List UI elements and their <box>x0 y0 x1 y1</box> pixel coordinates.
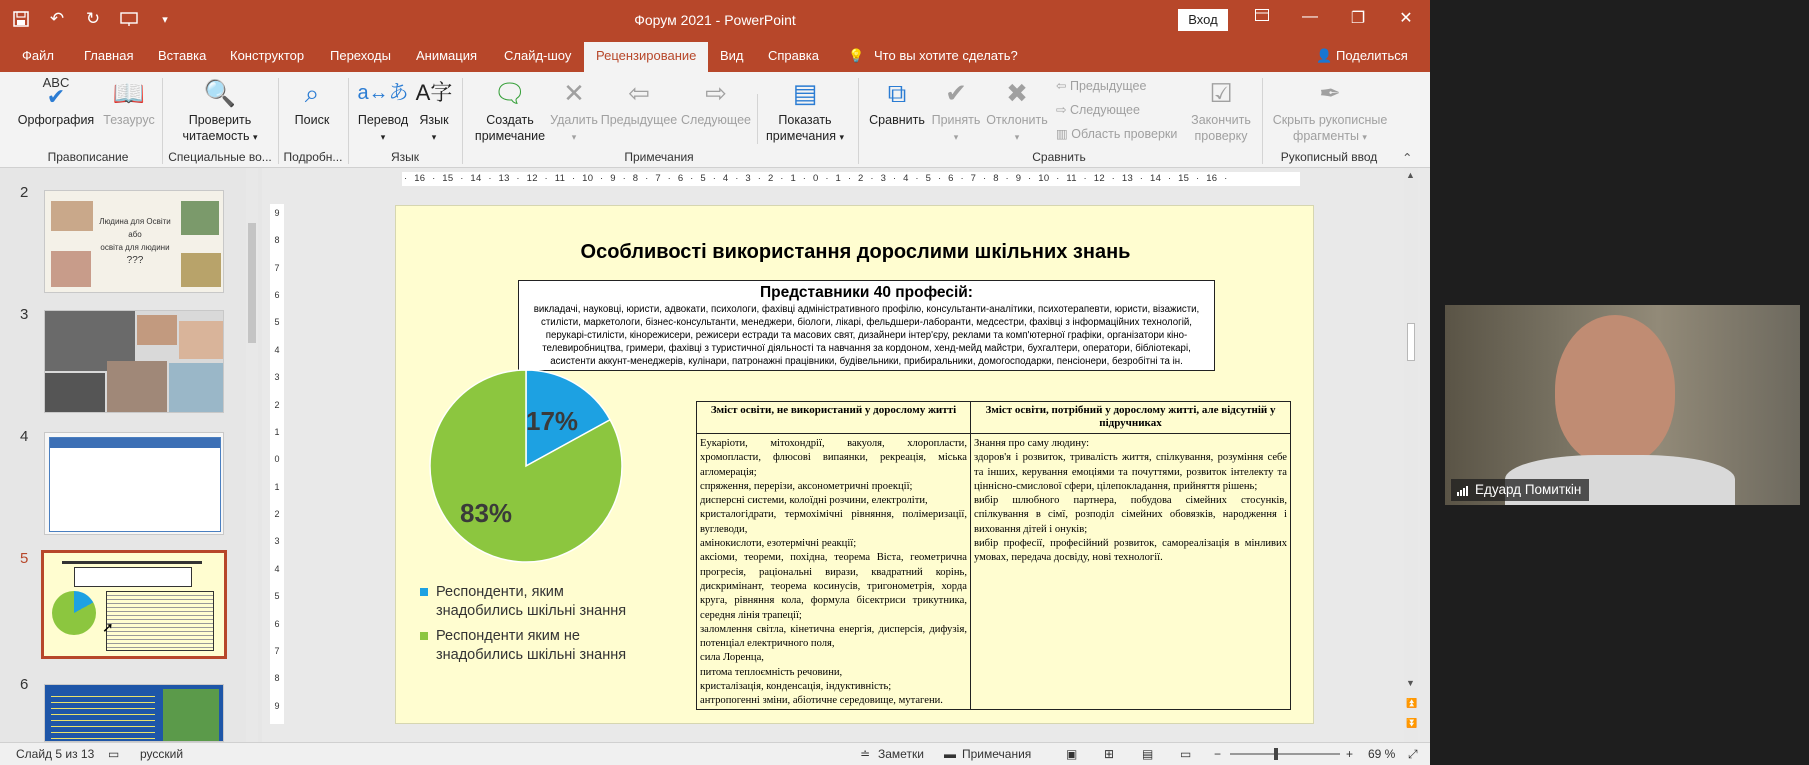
slide-number: 3 <box>20 306 29 323</box>
cell-line: Знання про саму людину: <box>974 438 1090 449</box>
next-change-label: Следующее <box>1069 103 1140 117</box>
accessibility-label-1: Проверить <box>188 113 252 127</box>
delete-comment-button[interactable] <box>548 76 600 145</box>
translate-icon: a↔あ <box>357 82 409 104</box>
tab-view[interactable]: Вид <box>720 48 744 63</box>
tab-review[interactable]: Рецензирование <box>584 42 708 72</box>
ruler-tick: 2 <box>274 509 280 520</box>
ruler-tick: 5 <box>274 591 280 602</box>
slide-editor <box>262 168 1430 742</box>
group-insights: Подробн... <box>283 150 343 164</box>
smart-lookup-button[interactable] <box>286 76 338 128</box>
thumbnail-pie <box>52 591 96 635</box>
legend-swatch-green <box>420 632 428 640</box>
cell-line: сила Лоренца, <box>700 652 764 664</box>
end-review-label-1: Закончить <box>1191 113 1251 127</box>
slide-counter: Слайд 5 из 13 <box>16 747 95 761</box>
vertical-ruler <box>270 204 284 724</box>
participant-name: Едуард Помиткін <box>1475 482 1582 497</box>
next-comment-icon: ⇨ <box>705 78 727 108</box>
language-icon: A字 <box>415 80 453 105</box>
previous-change-icon: ⇦ <box>1056 79 1070 93</box>
dropdown-arrow-icon: ▾ <box>953 132 959 142</box>
tab-transitions[interactable]: Переходы <box>330 48 391 63</box>
group-separator <box>1262 78 1263 164</box>
thumbnail-title <box>62 561 202 564</box>
sign-in-button[interactable]: Вход <box>1178 9 1228 31</box>
professions-heading: Представники 40 професій: <box>760 284 973 301</box>
cell-line: дисперсні системи, колоїдні розчини, електроліти, <box>700 495 928 507</box>
status-bar <box>0 742 1430 765</box>
current-slide[interactable] <box>395 205 1314 724</box>
table-cell-needed-content <box>971 434 1291 710</box>
ruler-tick: 5 <box>274 317 280 328</box>
cell-line: здоров'я і розвиток, тривалість життя, спілкування, розуміння себе та інших, керування емоціями та почуттями, розвиток інтелекту та ціннісно-смислової сфери, цілепокладання, прийняття рішень; <box>974 452 1287 492</box>
scrollbar-thumb[interactable] <box>248 223 256 343</box>
ribbon-display-icon[interactable] <box>1238 8 1286 28</box>
hide-ink-label-1: Скрыть рукописные <box>1272 113 1388 127</box>
legend-label: Респонденти, яким знадобились шкільні знання <box>436 584 627 619</box>
tab-home[interactable]: Главная <box>84 48 134 63</box>
thesaurus-button[interactable] <box>98 76 160 128</box>
hide-ink-button[interactable] <box>1268 76 1392 145</box>
new-comment-icon: 🗨 <box>493 78 527 108</box>
thumbnail-box <box>74 567 192 587</box>
cell-line: вибір професії, професійний розвиток, самореалізація в мінливих умовах, передача досвіду, нові технології. <box>974 538 1287 564</box>
spelling-label: Орфография <box>17 113 95 127</box>
show-comments-label-2: примечания <box>766 129 836 143</box>
cell-line: кристалізація, конденсація, індуктивність; <box>700 681 892 693</box>
redo-icon[interactable]: ↻ <box>85 9 101 28</box>
thumbnail-table <box>106 591 214 651</box>
compare-icon: ⧉ <box>887 78 907 108</box>
accept-icon: ✔ <box>945 78 967 108</box>
language-status[interactable]: русский <box>140 747 184 761</box>
video-call-tile <box>1445 305 1800 505</box>
collapse-ribbon-icon[interactable]: ⌃ <box>1402 151 1413 165</box>
comments-icon: ▬ <box>944 747 956 761</box>
group-separator <box>348 78 349 164</box>
cell-line: кристалогідрати, термохімічні рівняння, полімеризації, вуглеводи, <box>700 509 967 535</box>
ruler-tick: 6 <box>274 290 280 301</box>
group-separator <box>162 78 163 164</box>
dropdown-arrow-icon: ▾ <box>252 132 258 142</box>
normal-view-icon[interactable]: ▣ <box>1066 747 1078 761</box>
end-review-button[interactable] <box>1186 76 1256 144</box>
group-language: Язык <box>390 150 420 164</box>
reading-view-icon[interactable]: ▤ <box>1142 747 1154 761</box>
accessibility-check-icon: 🔍 <box>203 78 237 108</box>
zoom-level[interactable]: 69 % <box>1368 747 1396 761</box>
ruler-tick: 4 <box>274 344 280 355</box>
ruler-tick: 1 <box>274 481 280 492</box>
end-review-label-2: проверку <box>1194 129 1248 143</box>
compare-label: Сравнить <box>869 113 925 127</box>
thumbnail-image <box>179 321 223 359</box>
cell-line: антропогенні зміни, абіотичне середовище, мутагени. <box>700 695 943 707</box>
table-cell-unused-content <box>697 434 971 710</box>
legend-label: Респонденти яким не знадобились шкільні знання <box>436 628 627 663</box>
share-button[interactable]: Поделиться <box>1336 48 1408 63</box>
group-proofing: Правописание <box>47 150 129 164</box>
legend-item-used <box>420 583 650 621</box>
previous-slide-icon[interactable]: ⏫ <box>1406 698 1418 708</box>
next-label: Следующее <box>681 113 751 127</box>
slide-title[interactable]: Особливості використання дорослими шкільних знань <box>580 241 1131 263</box>
participant-face <box>1555 315 1675 465</box>
editor-scrollbar[interactable] <box>1404 168 1418 742</box>
ribbon <box>0 72 1430 168</box>
slide-thumbnail-6[interactable] <box>44 684 224 742</box>
cell-line: вибір шлюбного партнера, побудова сімейних стосунків, спілкування в сімї, розподіл сімейних обовязків, народження і виховання дітей і онуків; <box>974 495 1287 535</box>
spell-status-icon[interactable]: ▭ <box>108 747 120 761</box>
window-title: Форум 2021 - PowerPoint <box>634 12 796 28</box>
group-separator <box>278 78 279 164</box>
thumbnail-line: або <box>128 230 142 239</box>
tab-design[interactable]: Конструктор <box>230 48 305 63</box>
show-comments-icon: ▤ <box>792 78 818 108</box>
slide-number: 2 <box>20 184 29 201</box>
reject-button[interactable] <box>984 76 1050 145</box>
zoom-in-icon[interactable]: + <box>1346 747 1354 761</box>
slide-number: 4 <box>20 428 29 445</box>
ruler-tick: 1 <box>274 426 280 437</box>
slide-thumbnail-2[interactable] <box>44 190 224 293</box>
thumbnail-line: освіта для людини <box>100 243 170 252</box>
horizontal-ruler <box>402 172 1300 186</box>
group-separator <box>757 94 758 144</box>
group-separator <box>462 78 463 164</box>
hide-ink-label-2: фрагменты <box>1293 129 1359 143</box>
thumbnail-image <box>169 363 224 413</box>
accessibility-label-2: читаемость <box>182 129 250 143</box>
dropdown-arrow-icon: ▾ <box>839 132 844 142</box>
dropdown-arrow-icon: ▾ <box>1362 132 1367 142</box>
pie-label-17: 17% <box>526 406 579 436</box>
ruler-ticks: · 16 · 15 · 14 · 13 · 12 · 11 · 10 · 9 · 8 · 7 · 6 · 5 · 4 · 3 · 2 · 1 · 0 · 1 · 2 · 3 · 4 · 5 · 6 · 7 · 8 · 9 · 10 · 11 · 12 · 13 · 14 · 15 · 16 · <box>404 173 1228 184</box>
window-controls <box>1238 8 1430 28</box>
slide-thumbnail-5-selected[interactable] <box>41 550 227 659</box>
thumbnail-text-block <box>51 691 155 742</box>
comparison-table[interactable] <box>696 401 1291 710</box>
scrollbar-thumb[interactable] <box>1407 323 1415 361</box>
check-accessibility-button[interactable] <box>170 76 270 145</box>
thumbnail-image <box>137 315 177 345</box>
cell-line: амінокислоти, езотермічні реакції; <box>700 538 857 550</box>
new-comment-label-2: примечание <box>474 129 546 143</box>
person-icon: 👤 <box>1316 48 1333 63</box>
reject-label: Отклонить <box>986 113 1048 127</box>
close-icon[interactable]: ✕ <box>1399 10 1413 27</box>
compare-button[interactable] <box>866 76 928 128</box>
ruler-tick: 8 <box>274 235 280 246</box>
spelling-check-icon: ABC ✔ <box>42 75 70 109</box>
slideshow-icon[interactable]: ▭ <box>1180 747 1192 761</box>
end-review-icon: ☑ <box>1209 78 1233 108</box>
translate-button[interactable] <box>356 76 410 145</box>
group-ink: Рукописный ввод <box>1280 150 1378 164</box>
table-header: Зміст освіти, потрібний у дорослому житті, але відсутній у підручниках <box>971 402 1291 434</box>
reviewing-pane-button[interactable] <box>1056 126 1177 141</box>
ruler-tick: 4 <box>274 563 280 574</box>
spelling-button[interactable] <box>16 76 96 128</box>
cell-line: заломлення світла, кінетична енергія, дисперсія, дифузія, потенціал електричного поля, <box>700 623 967 650</box>
group-separator <box>858 78 859 164</box>
scroll-up-icon[interactable]: ▲ <box>1406 170 1415 180</box>
ruler-tick: 0 <box>274 454 280 465</box>
delete-comment-icon: ✕ <box>563 78 585 108</box>
ruler-tick: 9 <box>274 208 280 218</box>
ruler-tick: 7 <box>274 645 280 656</box>
reject-icon: ✖ <box>1006 78 1028 108</box>
comments-button[interactable]: Примечания <box>962 747 1032 761</box>
thumbnail-image <box>181 201 219 235</box>
next-change-button[interactable] <box>1056 102 1140 117</box>
dropdown-arrow-icon: ▾ <box>380 132 386 142</box>
legend-item-unused <box>420 627 650 665</box>
zoom-out-icon[interactable]: − <box>1214 747 1222 761</box>
next-slide-icon[interactable]: ⏬ <box>1406 718 1418 728</box>
participant-name-tag <box>1451 479 1589 501</box>
cell-line: Еукаріоти, мітохондрії, вакуоля, хлоропласти, хромопласти, флюсові випаянки, рекреація, міська агломерація; <box>700 438 967 478</box>
ruler-ticks <box>270 204 284 724</box>
tell-me-search[interactable]: Что вы хотите сделать? <box>874 48 1018 63</box>
ruler-tick: 9 <box>274 700 280 711</box>
group-comments: Примечания <box>624 150 694 164</box>
previous-label: Предыдущее <box>600 113 678 127</box>
reviewing-pane-label: Область проверки <box>1071 127 1178 141</box>
thumbnail-table <box>49 437 221 532</box>
slide-number: 6 <box>20 676 29 693</box>
previous-comment-button[interactable] <box>600 76 678 128</box>
table-row <box>697 434 1291 710</box>
ruler-tick: 3 <box>274 372 280 383</box>
cell-line: спряження, перерізи, аксонометричні проекції; <box>700 480 913 492</box>
thumbnail-image <box>107 361 167 413</box>
hide-ink-icon: ✒ <box>1319 78 1341 108</box>
slide-thumbnail-4[interactable] <box>44 432 224 535</box>
lightbulb-icon: 💡 <box>848 48 865 63</box>
minimize-icon[interactable]: — <box>1302 8 1318 25</box>
tab-help[interactable]: Справка <box>768 48 819 63</box>
customize-qat-icon[interactable]: ▾ <box>162 13 168 26</box>
language-label: Язык <box>419 113 449 127</box>
title-bar <box>0 0 1430 42</box>
fit-to-window-icon[interactable]: ⤢ <box>1408 747 1418 761</box>
new-comment-label-1: Создать <box>486 113 534 127</box>
delete-label: Удалить <box>550 113 598 127</box>
signal-bars-icon <box>1457 486 1469 496</box>
notes-button[interactable]: Заметки <box>878 747 924 761</box>
dropdown-arrow-icon: ▾ <box>1014 132 1020 142</box>
translate-label: Перевод <box>357 113 409 127</box>
slide-sorter-icon[interactable]: ⊞ <box>1104 747 1115 761</box>
group-accessibility: Специальные во... <box>168 150 272 164</box>
mouse-cursor-icon: ➚ <box>102 619 114 635</box>
tab-file[interactable]: Файл <box>22 48 54 63</box>
thumbnail-image <box>181 253 221 287</box>
ruler-tick: 8 <box>274 673 280 684</box>
new-comment-button[interactable] <box>468 76 552 144</box>
notes-icon: ≐ <box>860 747 871 761</box>
thumbnail-image <box>163 689 219 742</box>
language-button[interactable] <box>412 76 456 145</box>
next-change-icon: ⇨ <box>1056 103 1070 117</box>
thesaurus-label: Тезаурус <box>103 113 155 127</box>
cell-line: аксіоми, теореми, похідна, теорема Віста, геометрична прогресія, раціональні вирази, квадратний корінь, дискримінант, теорема косинусів, тригонометрія, хорда круга, рівняння кола, формула бісектриси трикутника, середня лінія трапеції; <box>700 552 967 621</box>
show-comments-label-1: Показать <box>778 113 832 127</box>
slide-number: 5 <box>20 550 29 567</box>
previous-change-button[interactable] <box>1056 78 1146 93</box>
restore-icon[interactable]: ❐ <box>1350 10 1366 27</box>
reviewing-pane-icon: ▥ <box>1056 127 1072 141</box>
ruler-tick: 2 <box>274 399 280 410</box>
zoom-slider[interactable] <box>1230 753 1340 755</box>
search-label: Поиск <box>294 113 330 127</box>
legend-swatch-blue <box>420 588 428 596</box>
thumbnail-text <box>85 215 185 267</box>
tab-animations[interactable]: Анимация <box>416 48 478 63</box>
scroll-down-icon[interactable]: ▼ <box>1406 678 1415 688</box>
previous-comment-icon: ⇦ <box>628 78 650 108</box>
tab-slideshow[interactable]: Слайд-шоу <box>504 48 572 63</box>
accept-button[interactable] <box>928 76 984 145</box>
slide-thumbnail-3[interactable] <box>44 310 224 413</box>
book-icon: 📖 <box>112 78 146 108</box>
thumbnail-line: ??? <box>126 255 144 266</box>
pie-chart[interactable] <box>426 366 626 566</box>
ruler-tick: 6 <box>274 618 280 629</box>
previous-change-label: Предыдущее <box>1069 79 1147 93</box>
thumbnail-line: Людина для Освіти <box>99 217 171 226</box>
slide-thumbnails-pane <box>0 168 262 742</box>
accept-label: Принять <box>931 113 981 127</box>
thumbnails-scrollbar[interactable] <box>246 168 258 742</box>
cell-line: питома теплоємність речовини, <box>700 666 843 678</box>
zoom-slider-thumb[interactable] <box>1274 748 1278 760</box>
ruler-tick: 3 <box>274 536 280 547</box>
ruler-tick: 7 <box>274 262 280 273</box>
next-comment-button[interactable] <box>680 76 752 128</box>
pie-label-83: 83% <box>460 498 513 528</box>
dropdown-arrow-icon: ▾ <box>571 132 577 142</box>
dropdown-arrow-icon: ▾ <box>431 132 437 142</box>
thumbnail-image <box>45 373 105 413</box>
professions-text: викладачі, науковці, юристи, адвокати, психологи, фахівці адміністративного профілю, консультанти-аналітики, психотерапевти, юристи, візажисти, стилісти, маркетологи, бізнес-консультанти, менеджери, біологи, лікарі, фельдшери-лаборанти, медсестри, фахівці з інформаційних технологій, перукарі-стилісти, кінорежисери, режисери естради та масових свят, дизайнери інтер'єру, реклами та комп'ютерної графіки, організатори кіно-телевиробництва, гримери, фахівці з туристичної діяльності та навчання за кордоном, хенд-мейд майстри, бухгалтери, оператори, бібліотекарі, асистенти аккунт-менеджерів, кулінари, патронажні працівники, будівельники, прибиральники, домогосподарки, пенсіонери, безробітні та ін. <box>533 304 1200 367</box>
table-header-row <box>697 402 1291 434</box>
search-icon: ⌕ <box>304 78 320 108</box>
undo-icon[interactable]: ↶ <box>49 9 65 28</box>
ribbon-tabs <box>0 42 1430 72</box>
professions-textbox[interactable] <box>518 280 1215 371</box>
tab-insert[interactable]: Вставка <box>158 48 207 63</box>
table-header: Зміст освіти, не використаний у дорослому житті <box>697 402 971 434</box>
show-comments-button[interactable] <box>762 76 848 145</box>
group-compare: Сравнить <box>1032 150 1086 164</box>
